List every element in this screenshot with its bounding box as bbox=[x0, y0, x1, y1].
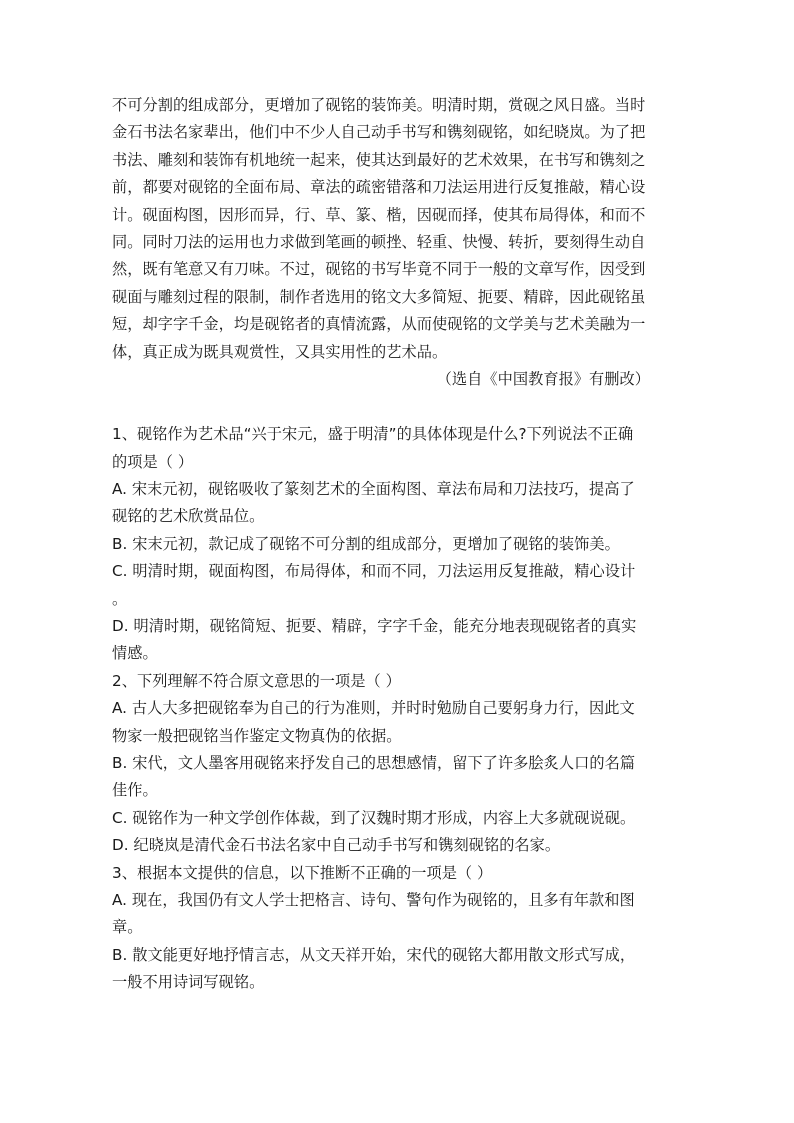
passage-line: 体，真正成为既具观赏性，又具实用性的艺术品。 bbox=[112, 342, 448, 361]
passage-line: 短，却字字千金，均是砚铭者的真情流露，从而使砚铭的文学美与艺术美融为一 bbox=[112, 315, 646, 334]
question-line: 2、下列理解不符合原文意思的一项是（ ） bbox=[112, 671, 401, 690]
option-line: C. 明清时期，砚面构图，布局得体，和而不同，刀法运用反复推敲，精心设计 bbox=[112, 562, 636, 581]
option-line: D. 明清时期，砚铭简短、扼要、精辟，字字千金，能充分地表现砚铭者的真实 bbox=[112, 617, 637, 636]
option-line: A. 现在，我国仍有文人学士把格言、诗句、警句作为砚铭的，且多有年款和图 bbox=[112, 890, 635, 909]
option-line: B. 散文能更好地抒情言志，从文天祥开始，宋代的砚铭大都用散文形式写成， bbox=[112, 945, 636, 964]
question-line: 的项是（ ） bbox=[112, 452, 194, 471]
passage-line: 计。砚面构图，因形而异，行、草、篆、楷，因砚而择，使其布局得体，和而不 bbox=[112, 205, 646, 224]
option-line: 砚铭的艺术欣赏品位。 bbox=[112, 507, 265, 526]
option-line: 一般不用诗词写砚铭。 bbox=[112, 973, 265, 992]
passage-line: 然，既有笔意又有刀味。不过，砚铭的书写毕竟不同于一般的文章写作，因受到 bbox=[112, 260, 646, 279]
passage-line: 书法、雕刻和装饰有机地统一起来，使其达到最好的艺术效果，在书写和镌刻之 bbox=[112, 150, 646, 169]
option-line: 物家一般把砚铭当作鉴定文物真伪的依据。 bbox=[112, 726, 402, 745]
passage-line: 同。同时刀法的运用也力求做到笔画的顿挫、轻重、快慢、转折，要刻得生动自 bbox=[112, 232, 646, 251]
option-line: 章。 bbox=[112, 918, 143, 937]
option-line: B. 宋末元初，款记成了砚铭不可分割的组成部分，更增加了砚铭的装饰美。 bbox=[112, 534, 620, 553]
option-line: 佳作。 bbox=[112, 781, 158, 800]
option-line: C. 砚铭作为一种文学创作体裁，到了汉魏时期才形成，内容上大多就砚说砚。 bbox=[112, 808, 636, 827]
passage-line: 金石书法名家辈出，他们中不少人自己动手书写和镌刻砚铭，如纪晓岚。为了把 bbox=[112, 123, 646, 142]
option-line: B. 宋代，文人墨客用砚铭来抒发自己的思想感情，留下了许多脍炙人口的名篇 bbox=[112, 753, 636, 772]
passage-line: 不可分割的组成部分，更增加了砚铭的装饰美。明清时期，赏砚之风日盛。当时 bbox=[112, 96, 646, 114]
document-page bbox=[112, 92, 672, 997]
passage-line: 砚面与雕刻过程的限制，制作者选用的铭文大多简短、扼要、精辟，因此砚铭虽 bbox=[112, 287, 646, 306]
option-line: D. 纪晓岚是清代金石书法名家中自己动手书写和镌刻砚铭的名家。 bbox=[112, 836, 561, 855]
option-line: A. 宋末元初，砚铭吸收了篆刻艺术的全面构图、章法布局和刀法技巧，提高了 bbox=[112, 480, 635, 499]
passage-source: （选自《中国教育报》有删改） bbox=[436, 369, 650, 388]
question-line: 1、砚铭作为艺术品“兴于宋元，盛于明清”的具体体现是什么?下列说法不正确 bbox=[112, 425, 634, 444]
questions bbox=[112, 421, 672, 996]
section-spacer bbox=[112, 393, 672, 421]
option-line: 。 bbox=[112, 589, 128, 608]
question-line: 3、根据本文提供的信息，以下推断不正确的一项是（ ） bbox=[112, 863, 493, 882]
passage bbox=[112, 92, 672, 393]
option-line: 情感。 bbox=[112, 644, 158, 663]
passage-line: 前，都要对砚铭的全面布局、章法的疏密错落和刀法运用进行反复推敲，精心设 bbox=[112, 178, 646, 197]
option-line: A. 古人大多把砚铭奉为自己的行为准则，并时时勉励自己要躬身力行，因此文 bbox=[112, 699, 635, 718]
